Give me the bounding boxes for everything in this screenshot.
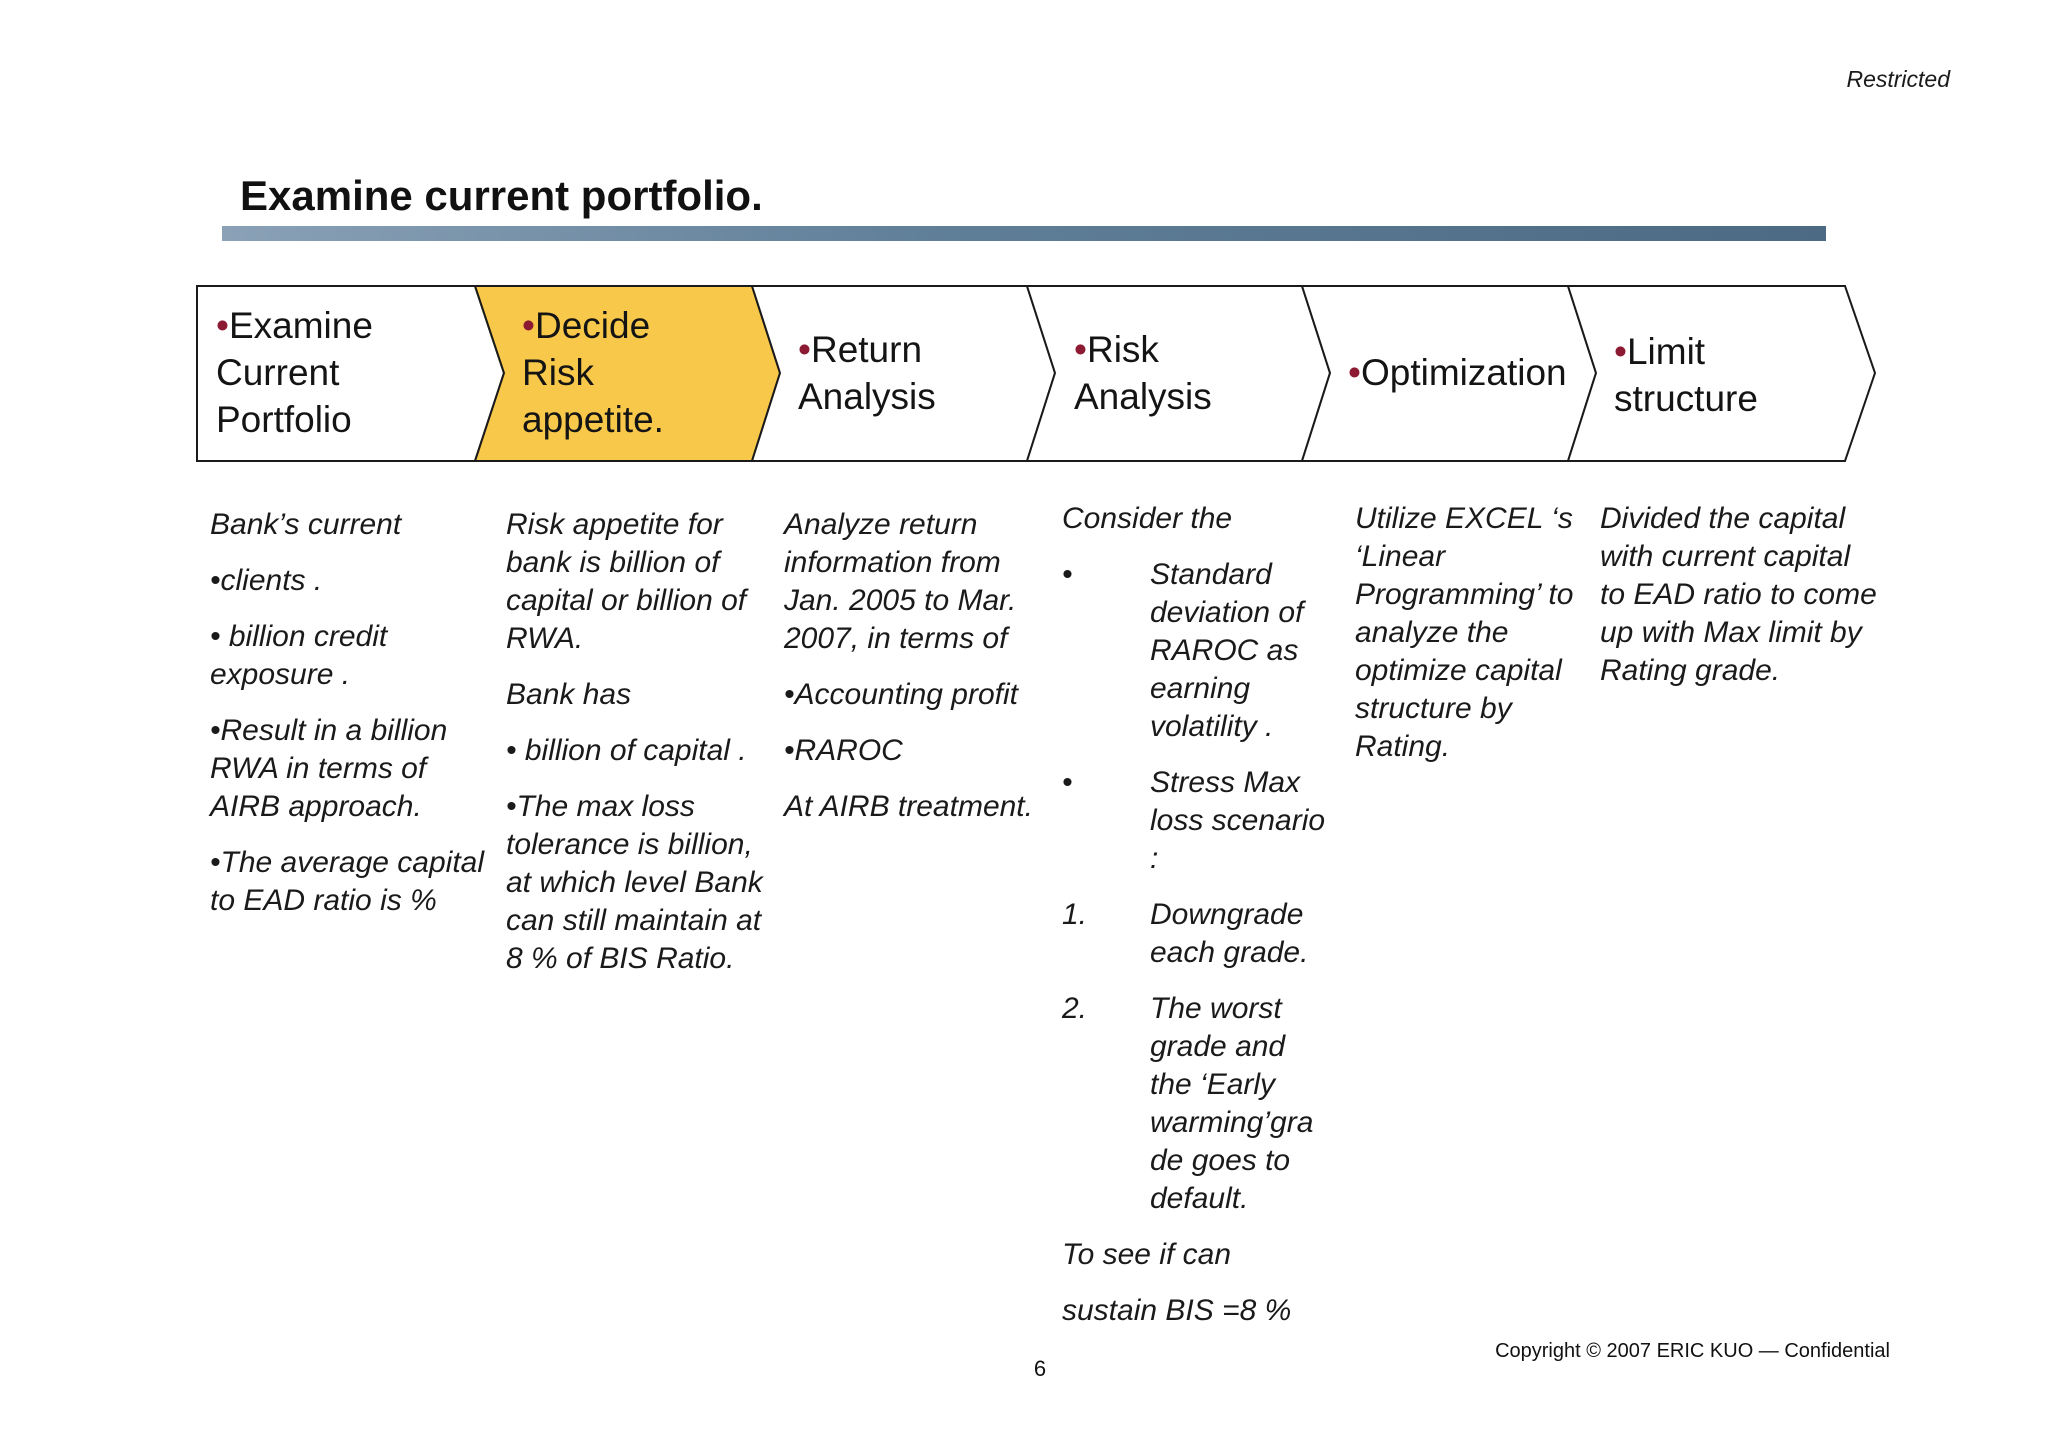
appetite-paragraph: Risk appetite for bank is billion of capital or billion of RWA. <box>506 508 747 655</box>
step-label-optimization: •Optimization <box>1348 352 1567 393</box>
appetite-paragraph: Bank has <box>506 678 632 711</box>
column-risk <box>1062 500 1332 1330</box>
column-limit <box>1600 500 1880 690</box>
risk-bullet-item: • Standard deviation of RAROC as earning volatility . <box>1062 556 1332 746</box>
bullet-icon: • <box>798 329 811 370</box>
risk-numbered-item: 1. Downgrade each grade. <box>1062 896 1332 972</box>
appetite-item: •The max loss tolerance is billion, at which level Bank can still maintain at 8 % of BIS Ratio. <box>506 790 763 975</box>
bullet-icon: • <box>1614 331 1627 372</box>
return-intro: Analyze return information from Jan. 2005 to Mar. 2007, in terms of <box>784 508 1017 655</box>
portfolio-item: • billion credit exposure . <box>210 620 388 691</box>
column-portfolio <box>210 506 492 920</box>
bullet-icon: • <box>1062 766 1073 799</box>
bullet-icon: • <box>1074 329 1087 370</box>
bullet-icon: • <box>1348 352 1361 393</box>
limit-text: Divided the capital with current capital to EAD ratio to come up with Max limit by Rating grade. <box>1600 502 1877 687</box>
bullet-icon: • <box>216 305 229 346</box>
return-outro: At AIRB treatment. <box>784 790 1033 823</box>
bullet-icon: • <box>522 305 535 346</box>
step-label-limit: •Limit structure <box>1614 331 1758 419</box>
portfolio-item: •Result in a billion RWA in terms of AIRB approach. <box>210 714 448 823</box>
risk-intro: Consider the <box>1062 502 1233 535</box>
classification-label: Restricted <box>1846 66 1950 92</box>
copyright-notice: Copyright © 2007 ERIC KUO — Confidential <box>1495 1340 1890 1362</box>
column-appetite <box>506 506 786 978</box>
page-title: Examine current portfolio. <box>240 172 763 219</box>
column-optimization <box>1355 500 1591 766</box>
portfolio-intro: Bank’s current <box>210 508 402 541</box>
bullet-icon: • <box>1062 558 1073 591</box>
number-marker: 2. <box>1062 992 1088 1025</box>
portfolio-item: •clients . <box>210 564 323 597</box>
risk-numbered-item: 2. The worst grade and the ‘Early warming’gra de goes to default. <box>1062 990 1332 1218</box>
return-item: •Accounting profit <box>784 678 1018 711</box>
optimization-text: Utilize EXCEL ‘s ‘Linear Programming’ to analyze the optimize capital structure by Rating. <box>1355 502 1574 763</box>
risk-bullet-item: • Stress Max loss scenario : <box>1062 764 1332 878</box>
risk-outro: sustain BIS =8 % <box>1062 1294 1292 1327</box>
page-number: 6 <box>1033 1356 1047 1381</box>
step-label-examine: •Examine Current Portfolio <box>216 305 373 440</box>
step-label-risk: •Risk Analysis <box>1074 329 1212 417</box>
return-item: •RAROC <box>784 734 903 767</box>
appetite-item: • billion of capital . <box>506 734 747 767</box>
column-return <box>784 506 1054 826</box>
portfolio-item: •The average capital to EAD ratio is % <box>210 846 484 917</box>
number-marker: 1. <box>1062 898 1088 931</box>
step-label-decide: •Decide Risk appetite. <box>522 305 664 440</box>
risk-outro: To see if can <box>1062 1238 1231 1271</box>
step-label-return: •Return Analysis <box>798 329 936 417</box>
